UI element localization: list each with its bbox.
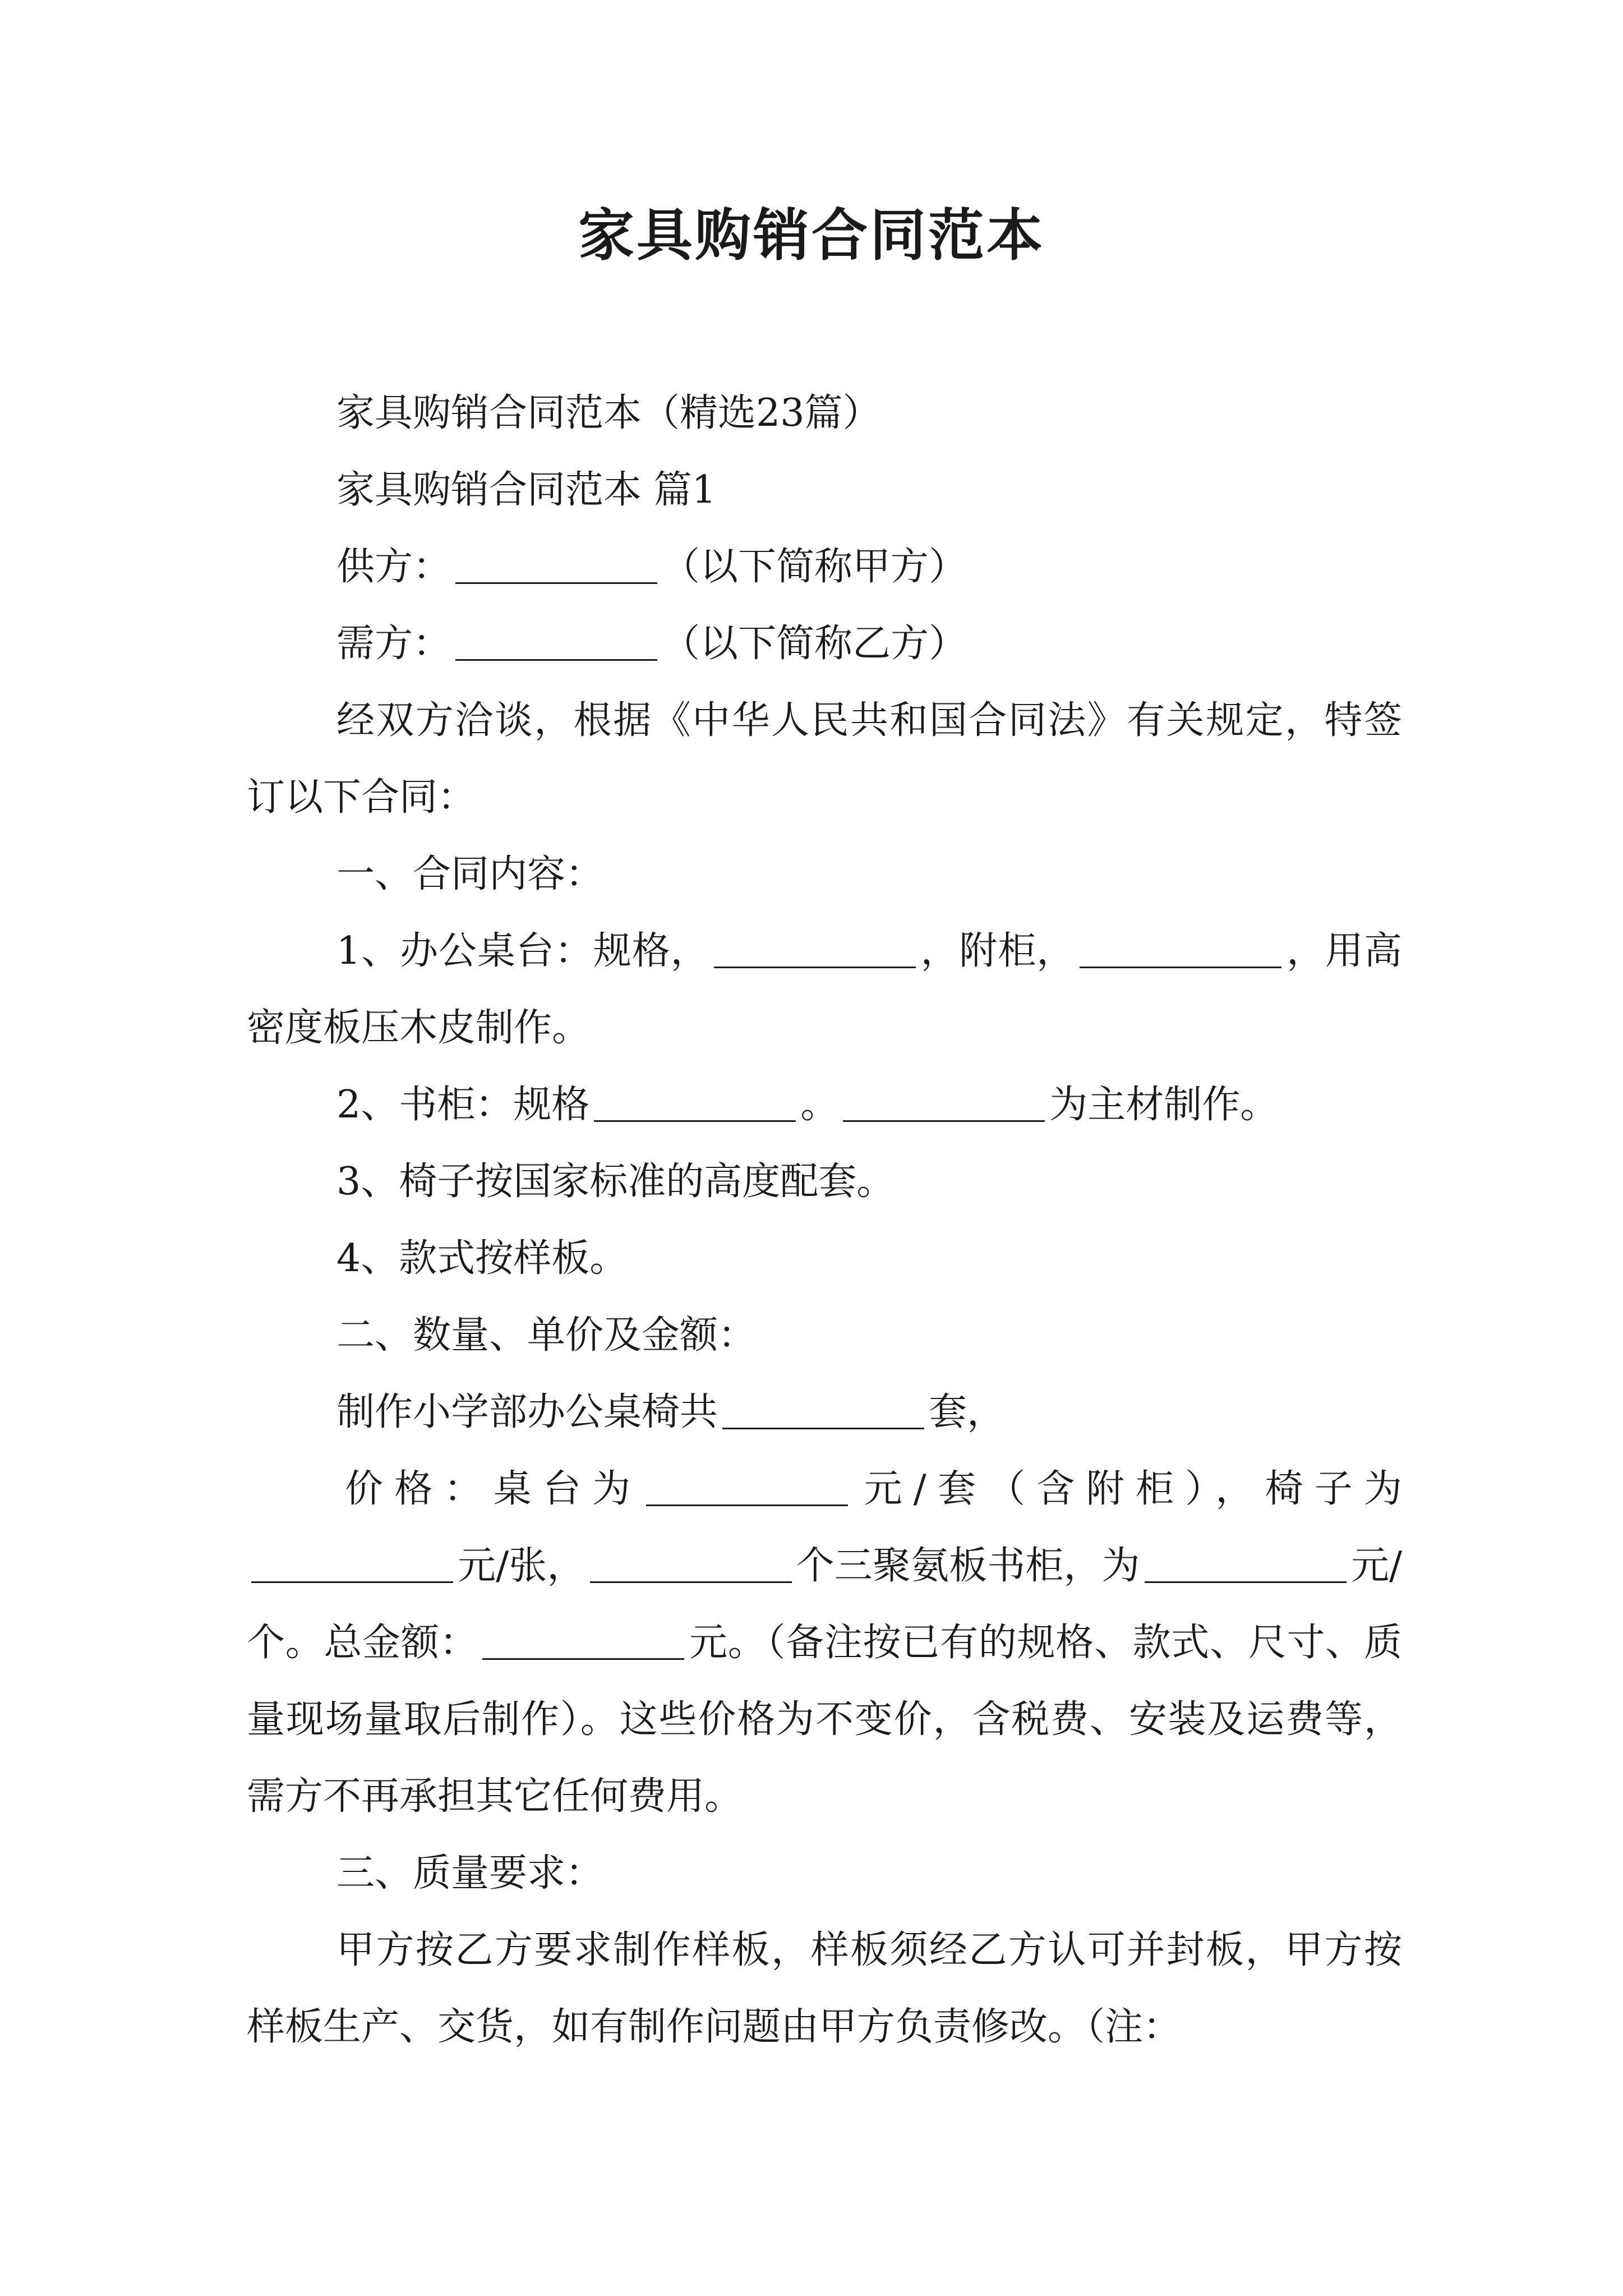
blank-line: [646, 1471, 848, 1506]
paragraph-quality: 甲方按乙方要求制作样板，样板须经乙方认可并封板，甲方按样板生产、交货，如有制作问题由甲方负责修改。（注：: [247, 1928, 1402, 2049]
paragraph-item-bookcase: 2、书柜：规格 。 为主材制作。: [336, 1083, 1279, 1127]
blank-line: [1145, 1548, 1347, 1583]
paragraph-price: 价格：桌台为 元/套（含附柜），椅子为元/张， 个三聚氨板书柜，为 元/个。总金额： 元。（备注按已有的规格、款式、尺寸、质量现场量取后制作）。这些价格为不变价，含税费、安装及运费等，需方不再承担其它任何费用。: [247, 1467, 1402, 1819]
blank-line: [251, 1548, 453, 1583]
paragraph-section-title: 家具购销合同范本 篇1: [336, 468, 716, 512]
blank-line: [455, 625, 657, 661]
paragraph-quantity: 制作小学部办公桌椅共 套，: [336, 1390, 1006, 1434]
heading-quality: 三、质量要求：: [336, 1851, 604, 1895]
paragraph-preamble: 经双方洽谈，根据《中华人民共和国合同法》有关规定，特签订以下合同：: [247, 698, 1402, 820]
paragraph-item-style: 4、款式按样板。: [336, 1236, 628, 1281]
blank-line: [594, 1087, 796, 1122]
blank-line: [455, 549, 657, 584]
blank-line: [1080, 933, 1281, 968]
blank-line: [590, 1548, 792, 1583]
heading-contract-content: 一、合同内容：: [336, 852, 604, 896]
paragraph-supplier: 供方： （以下简称甲方）: [336, 545, 967, 589]
blank-line: [722, 1394, 924, 1429]
blank-line: [482, 1625, 684, 1660]
paragraph-item-desk: 1、办公桌台：规格， ，附柜， ，用高密度板压木皮制作。: [247, 929, 1402, 1050]
heading-quantity-price: 二、数量、单价及金额：: [336, 1313, 757, 1358]
blank-line: [843, 1087, 1045, 1122]
paragraph-collection-title: 家具购销合同范本（精选23篇）: [336, 391, 881, 435]
document-body: [247, 375, 1402, 2065]
paragraph-buyer: 需方： （以下简称乙方）: [336, 622, 967, 666]
blank-line: [714, 933, 916, 968]
paragraph-item-chair: 3、椅子按国家标准的高度配套。: [336, 1159, 895, 1204]
document-title: 家具购销合同范本: [578, 203, 1045, 268]
